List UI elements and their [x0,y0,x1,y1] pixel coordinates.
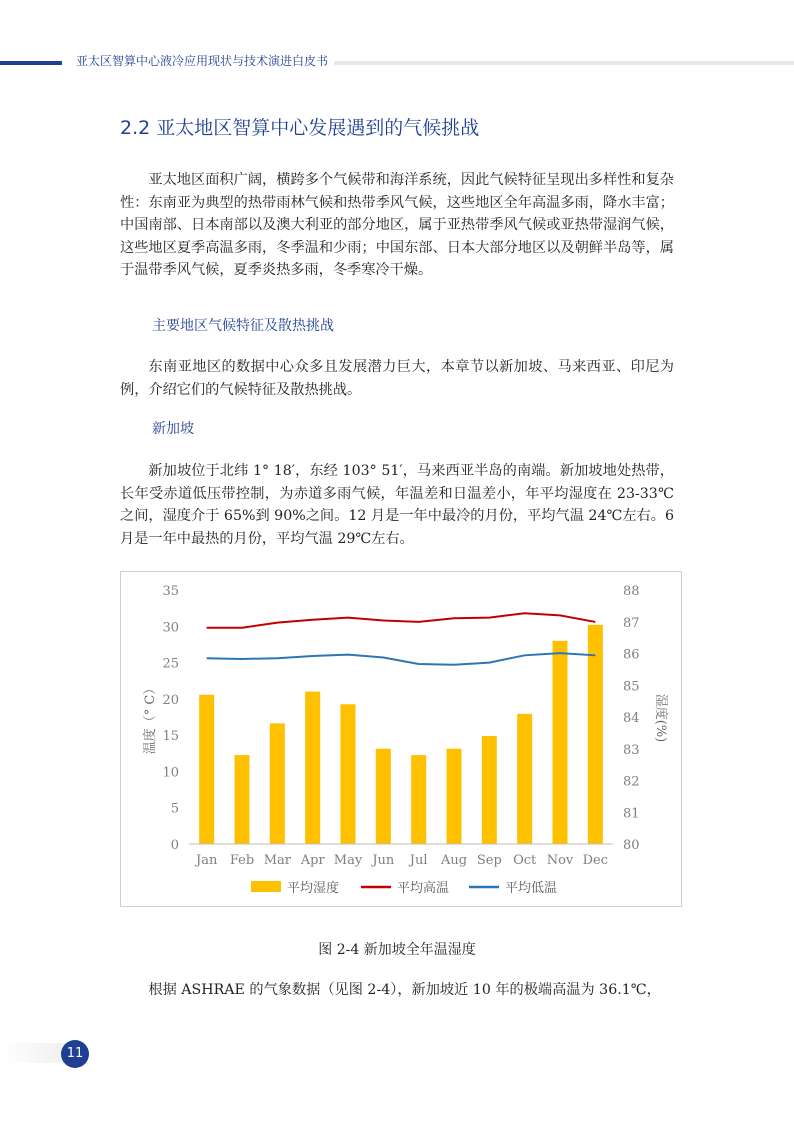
subheading-climate-challenges: 主要地区气候特征及散热挑战 [152,318,334,334]
chart-legend [251,880,557,896]
humidity-bar-apr [305,692,320,844]
right-axis-ticks [623,584,640,853]
avg-low-line [207,653,596,665]
humidity-bar-jul [411,755,426,844]
temperature-lines [207,613,596,665]
right-tick-label: 88 [623,584,640,599]
legend-label: 平均低温 [505,881,558,896]
x-tick-label: Dec [582,853,609,868]
paragraph-singapore: 新加坡位于北纬 1° 18′，东经 103° 51′，马来西亚半岛的南端。新加坡地处热带，长年受赤道低压带控制，为赤道多雨气候，年温差和日温差小，年平均湿度在 23-33℃之间，湿度介于 65%到 90%之间。12 月是一年中最冷的月份，平均气温 24℃左右。6 月是一年中最热的月份，平均气温 29℃左右。 [120,463,674,547]
x-tick-label: Jun [372,853,395,868]
x-tick-label: Aug [440,853,468,868]
humidity-bar-nov [553,641,568,844]
left-tick-label: 5 [170,801,179,817]
humidity-bar-jan [199,695,214,844]
climate-chart [120,571,682,907]
right-axis-title: 湿度(%) [653,693,668,743]
left-tick-label: 10 [162,765,179,781]
right-tick-label: 81 [623,806,640,822]
header-rule [334,61,794,65]
document-title: 亚太区智算中心液冷应用现状与技术演进白皮书 [76,54,329,68]
x-tick-label: Jul [409,853,428,868]
figure-caption: 图 2-4 新加坡全年温湿度 [318,942,476,958]
right-tick-label: 85 [623,679,640,695]
humidity-bar-sep [482,736,497,844]
x-tick-label: Feb [229,853,255,868]
page-number: 11 [61,1040,89,1068]
x-tick-label: Sep [476,853,502,868]
right-tick-label: 80 [623,838,640,853]
humidity-bar-oct [517,714,532,844]
left-tick-label: 30 [162,620,179,636]
right-tick-label: 87 [623,615,640,631]
humidity-bar-jun [376,749,391,844]
header-accent-line [0,61,62,65]
subheading-singapore: 新加坡 [152,421,194,437]
x-tick-label: Oct [513,853,537,868]
paragraph-southeast-asia: 东南亚地区的数据中心众多且发展潜力巨大，本章节以新加坡、马来西亚、印尼为例，介绍它们的气候特征及散热挑战。 [120,359,674,398]
x-tick-label: Jan [195,853,218,868]
humidity-bar-may [341,704,356,844]
left-tick-label: 20 [162,692,179,708]
humidity-bar-feb [235,755,250,844]
legend-swatch-humidity [251,881,281,892]
x-axis-labels [194,853,608,868]
humidity-bar-aug [447,749,462,844]
paragraph-intro: 亚太地区面积广阔，横跨多个气候带和海洋系统，因此气候特征呈现出多样性和复杂性：东南亚为典型的热带雨林气候和热带季风气候，这些地区全年高温多雨，降水丰富；中国南部、日本南部以及澳大利亚的部分地区，属于亚热带季风气候或亚热带湿润气候，这些地区夏季高温多雨，冬季温和少雨；中国东部、日本大部分地区以及朝鲜半岛等，属于温带季风气候，夏季炎热多雨，冬季寒冷干燥。 [120,172,674,279]
right-tick-label: 83 [623,742,640,758]
right-tick-label: 84 [623,711,640,726]
legend-label: 平均湿度 [287,881,340,896]
section-title: 2.2 亚太地区智算中心发展遇到的气候挑战 [120,117,480,139]
x-tick-label: Nov [546,853,574,868]
avg-high-line [207,613,596,628]
humidity-bar-mar [270,723,285,844]
right-tick-label: 82 [623,774,640,790]
left-tick-label: 0 [170,838,179,853]
left-tick-label: 35 [162,584,179,599]
left-tick-label: 25 [162,656,179,672]
x-tick-label: May [333,853,363,868]
paragraph-ashrae: 根据 ASHRAE 的气象数据（见图 2-4），新加坡近 10 年的极端高温为 36.1℃， [148,982,661,998]
right-tick-label: 86 [623,647,640,663]
chart-svg [121,572,683,908]
left-axis-ticks [162,584,179,853]
left-tick-label: 15 [162,729,179,745]
left-axis-title: 温度（° C） [143,681,158,755]
x-tick-label: Apr [300,853,325,868]
humidity-bar-dec [588,625,603,844]
x-tick-label: Mar [263,853,291,868]
legend-label: 平均高温 [397,881,450,896]
